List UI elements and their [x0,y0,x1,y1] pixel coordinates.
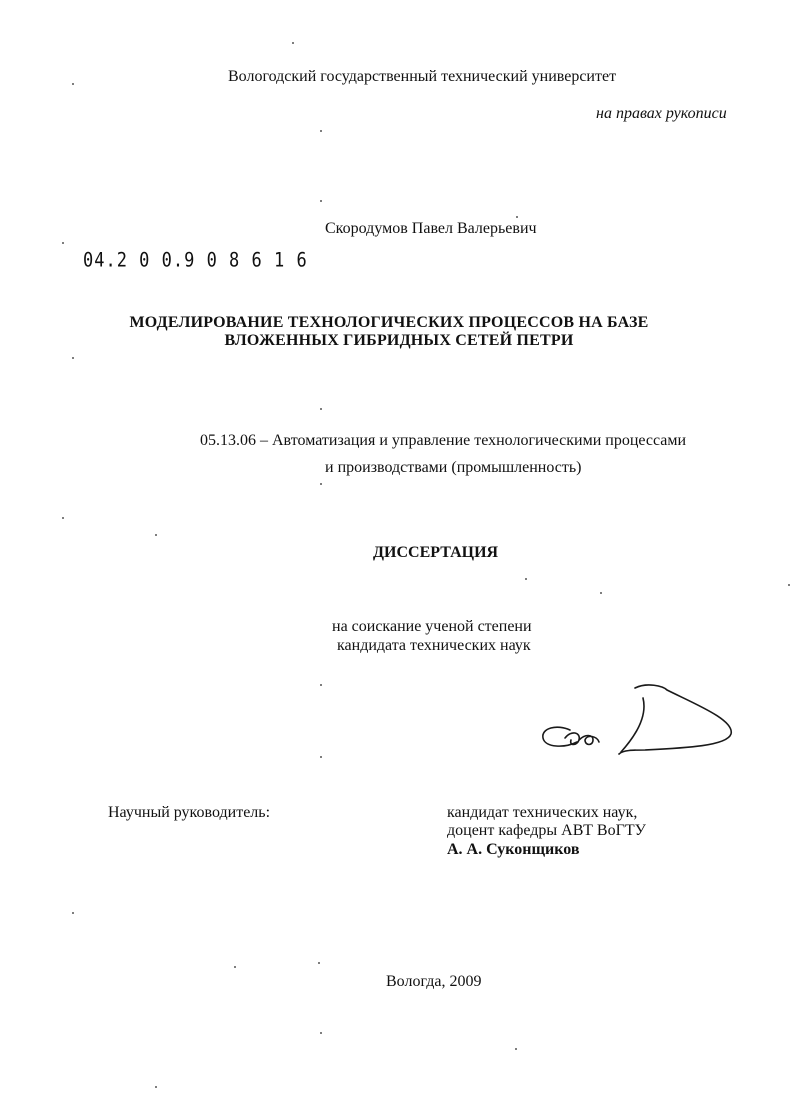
scan-speck [62,517,64,519]
scan-speck [72,912,74,914]
dissertation-title-line-2: ВЛОЖЕННЫХ ГИБРИДНЫХ СЕТЕЙ ПЕТРИ [224,332,574,349]
scan-speck [155,534,157,536]
scan-speck [525,578,527,580]
scan-speck [788,584,790,586]
supervisor-label: Научный руководитель: [108,804,271,821]
scan-speck [320,684,322,686]
supervisor-position: доцент кафедры АВТ ВоГТУ [447,822,646,839]
scan-speck [320,483,322,485]
degree-line-2: кандидата технических наук [337,637,531,654]
document-type: ДИССЕРТАЦИЯ [373,544,499,561]
scan-speck [62,242,64,244]
scan-speck [320,408,322,410]
scan-speck [320,756,322,758]
scan-speck [155,1086,157,1088]
scan-speck [72,83,74,85]
scan-speck [600,592,602,594]
scan-speck [516,216,518,218]
supervisor-degree: кандидат технических наук, [447,804,638,821]
specialty-line-1: 05.13.06 – Автоматизация и управление технологическими процессами [200,432,687,449]
manuscript-rights-note: на правах рукописи [596,105,727,122]
scan-speck [320,1032,322,1034]
scan-speck [318,962,320,964]
scan-speck [292,42,294,44]
supervisor-name: А. А. Суконщиков [447,841,580,858]
scan-speck [320,130,322,132]
place-and-year: Вологда, 2009 [386,973,482,990]
scan-speck [515,1048,517,1050]
degree-line-1: на соискание ученой степени [332,618,532,635]
author-name: Скородумов Павел Валерьевич [325,220,537,237]
handwritten-signature [535,680,745,760]
library-stamp-number: 04.2 0 0.9 0 8 6 1 6 [83,249,308,272]
scan-speck [234,966,236,968]
university-name: Вологодский государственный технический университет [228,68,617,85]
dissertation-title-line-1: МОДЕЛИРОВАНИЕ ТЕХНОЛОГИЧЕСКИХ ПРОЦЕССОВ НА БАЗЕ [129,314,649,331]
scan-speck [72,357,74,359]
specialty-line-2: и производствами (промышленность) [325,459,582,476]
scan-speck [320,200,322,202]
